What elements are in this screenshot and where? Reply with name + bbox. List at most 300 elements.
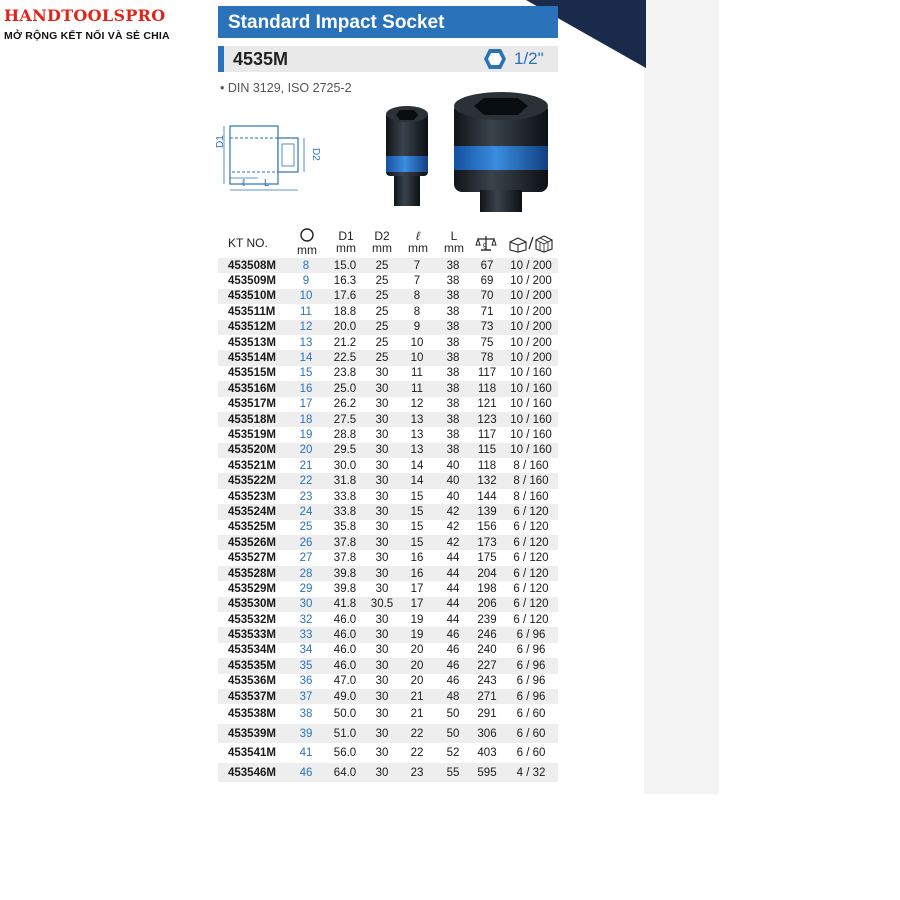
- L-cell: 38: [446, 367, 460, 380]
- size-cell: 14: [299, 352, 313, 365]
- L-cell: 38: [446, 382, 460, 395]
- l1-cell: 16: [410, 552, 424, 565]
- weight-cell: 240: [477, 644, 497, 657]
- weight-cell: 117: [477, 367, 497, 380]
- L-cell: 52: [446, 747, 460, 760]
- l1-cell: 15: [410, 505, 424, 518]
- table-row: [218, 597, 558, 612]
- d1-unit: mm: [336, 241, 356, 255]
- size-cell: 27: [299, 552, 313, 565]
- d1-cell: 35.8: [333, 521, 357, 534]
- table-header: [218, 228, 558, 258]
- d2-cell: 30: [375, 690, 389, 703]
- d1-cell: 15.0: [333, 259, 357, 272]
- d1-cell: 46.0: [333, 644, 357, 657]
- l1-cell: 11: [411, 367, 423, 380]
- kt-no-cell: 453541M: [228, 747, 276, 760]
- pack-cell: 6 / 120: [513, 567, 549, 580]
- table-row: [218, 520, 558, 535]
- l1-cell: 16: [410, 567, 424, 580]
- weight-cell: 291: [477, 708, 497, 721]
- d1-cell: 39.8: [333, 567, 357, 580]
- d2-label: D2: [310, 148, 321, 161]
- kt-no-cell: 453515M: [228, 367, 276, 380]
- l1-cell: 14: [410, 475, 424, 488]
- d1-cell: 33.8: [333, 505, 357, 518]
- d1-cell: 46.0: [333, 629, 357, 642]
- l1-cell: 20: [410, 659, 424, 672]
- size-cell: 28: [299, 567, 313, 580]
- L-cell: 50: [446, 708, 460, 721]
- table-row: [218, 335, 558, 350]
- size-cell: 11: [300, 305, 312, 318]
- d1-cell: 17.6: [333, 290, 357, 303]
- pack-cell: 10 / 200: [510, 275, 552, 288]
- table-row: [218, 566, 558, 581]
- kt-no-cell: 453519M: [228, 428, 276, 441]
- L-cell: 40: [446, 490, 460, 503]
- d2-cell: 30: [375, 459, 389, 472]
- kt-no-cell: 453524M: [228, 505, 276, 518]
- d1-cell: 26.2: [333, 398, 357, 411]
- pack-cell: 6 / 96: [516, 644, 546, 657]
- table-row: [218, 643, 558, 658]
- d1-cell: 27.5: [333, 413, 357, 426]
- weight-cell: 132: [477, 475, 497, 488]
- L-cell: 42: [446, 521, 460, 534]
- d2-cell: 30: [375, 766, 389, 779]
- d2-cell: 25: [375, 305, 389, 318]
- d2-cell: 30: [375, 613, 389, 626]
- l-label: ℓ: [242, 178, 246, 189]
- socket-product-photo: [376, 90, 556, 216]
- l1-cell: 21: [410, 690, 424, 703]
- table-row: [218, 427, 558, 442]
- pack-cell: 6 / 120: [513, 552, 549, 565]
- d1-cell: 30.0: [333, 459, 357, 472]
- weight-cell: 175: [477, 552, 497, 565]
- L-cell: 38: [446, 413, 460, 426]
- kt-no-cell: 453532M: [228, 613, 276, 626]
- size-cell: 15: [299, 367, 313, 380]
- pack-cell: 10 / 160: [510, 367, 552, 380]
- d2-cell: 30: [375, 505, 389, 518]
- pack-cell: 8 / 160: [513, 475, 549, 488]
- pack-cell: 10 / 160: [510, 398, 552, 411]
- d1-cell: 25.0: [333, 382, 357, 395]
- L-cell: 42: [446, 505, 460, 518]
- table-row: [218, 473, 558, 488]
- pack-cell: 6 / 120: [513, 598, 549, 611]
- weight-cell: 206: [477, 598, 497, 611]
- brand-name: HANDTOOLSPRO: [4, 6, 166, 25]
- right-side-panel: [644, 0, 719, 794]
- l1-cell: 10: [410, 352, 424, 365]
- size-cell: 22: [299, 475, 313, 488]
- circle-size-icon: [299, 228, 315, 242]
- brand-block: [4, 6, 170, 42]
- size-cell: 39: [299, 727, 313, 740]
- table-row: [218, 612, 558, 627]
- d1-cell: 29.5: [333, 444, 357, 457]
- kt-no-cell: 453536M: [228, 675, 276, 688]
- size-cell: 32: [299, 613, 313, 626]
- size-cell: 13: [299, 336, 313, 349]
- kt-no-cell: 453538M: [228, 708, 276, 721]
- L-cell: 38: [446, 444, 460, 457]
- d2-cell: 30: [375, 428, 389, 441]
- l1-cell: 20: [410, 675, 424, 688]
- size-cell: 18: [299, 413, 313, 426]
- d2-cell: 30: [375, 582, 389, 595]
- size-cell: 34: [299, 644, 313, 657]
- size-cell: 10: [299, 290, 313, 303]
- table-row: [218, 504, 558, 519]
- weight-cell: 70: [480, 290, 494, 303]
- size-cell: 20: [299, 444, 313, 457]
- pack-cell: 10 / 200: [510, 290, 552, 303]
- d1-cell: 28.8: [333, 428, 357, 441]
- l1-cell: 23: [410, 766, 424, 779]
- l1-cell: 17: [410, 582, 424, 595]
- weight-cell: 123: [477, 413, 497, 426]
- kt-no-cell: 453530M: [228, 598, 276, 611]
- size-cell: 8: [302, 259, 310, 272]
- table-row: [218, 458, 558, 473]
- d1-cell: 37.8: [333, 536, 357, 549]
- kt-no-cell: 453546M: [228, 766, 276, 779]
- pack-cell: 10 / 200: [510, 305, 552, 318]
- l1-cell: 22: [410, 727, 424, 740]
- l1-cell: 14: [410, 459, 424, 472]
- d2-cell: 30: [375, 552, 389, 565]
- table-row: [218, 689, 558, 704]
- pack-cell: 10 / 200: [510, 259, 552, 272]
- weight-cell: 204: [477, 567, 497, 580]
- d2-cell: 25: [375, 336, 389, 349]
- L-cell: 50: [446, 727, 460, 740]
- d2-cell: 30: [375, 382, 389, 395]
- table-row: [218, 381, 558, 396]
- table-row: [218, 704, 558, 724]
- d1-cell: 31.8: [333, 475, 357, 488]
- L-cell: 40: [446, 475, 460, 488]
- weight-cell: 173: [477, 536, 497, 549]
- header-l1: [408, 230, 428, 254]
- drive-size: 1/2": [514, 49, 544, 68]
- L-cell: 38: [446, 305, 460, 318]
- L-cell: 38: [446, 336, 460, 349]
- d2-cell: 25: [375, 259, 389, 272]
- weight-cell: 227: [477, 659, 497, 672]
- L-cell: 46: [446, 644, 460, 657]
- l1-cell: 21: [410, 708, 424, 721]
- L-cell: 38: [446, 275, 460, 288]
- d2-heading: D2: [374, 229, 390, 243]
- kt-no-cell: 453537M: [228, 690, 276, 703]
- d2-cell: 30: [375, 644, 389, 657]
- L-cell: 46: [446, 629, 460, 642]
- header-d2: [372, 230, 392, 254]
- L-label: L: [264, 178, 270, 189]
- socket-table: [218, 258, 558, 782]
- kt-no-cell: 453527M: [228, 552, 276, 565]
- weight-cell: 156: [477, 521, 497, 534]
- l1-cell: 8: [413, 305, 421, 318]
- pack-cell: 6 / 120: [513, 613, 549, 626]
- pack-cell: 6 / 60: [516, 747, 546, 760]
- d2-cell: 30: [375, 675, 389, 688]
- kt-no-cell: 453512M: [228, 321, 276, 334]
- pack-cell: 6 / 60: [516, 727, 546, 740]
- l1-cell: 9: [413, 321, 421, 334]
- weight-cell: 71: [480, 305, 494, 318]
- size-cell: 35: [299, 659, 313, 672]
- d1-heading: D1: [338, 229, 354, 243]
- d2-cell: 30: [375, 367, 389, 380]
- header-kt-no: KT NO.: [228, 236, 268, 250]
- L-cell: 48: [446, 690, 460, 703]
- weight-cell: 121: [477, 398, 497, 411]
- d2-cell: 30: [375, 567, 389, 580]
- page-title: Standard Impact Socket: [228, 12, 445, 33]
- kt-no-cell: 453539M: [228, 727, 276, 740]
- standards-text: DIN 3129, ISO 2725-2: [227, 81, 352, 95]
- table-row: [218, 350, 558, 365]
- kt-no-cell: 453523M: [228, 490, 276, 503]
- L-cell: 44: [446, 582, 460, 595]
- table-row: [218, 489, 558, 504]
- L-cell: 38: [446, 321, 460, 334]
- size-cell: 29: [299, 582, 313, 595]
- kt-no-cell: 453521M: [228, 459, 276, 472]
- kt-no-cell: 453529M: [228, 582, 276, 595]
- table-row: [218, 658, 558, 673]
- d1-cell: 50.0: [333, 708, 357, 721]
- header-size: [297, 228, 317, 256]
- kt-no-cell: 453535M: [228, 659, 276, 672]
- d2-cell: 25: [375, 352, 389, 365]
- weight-cell: 246: [477, 629, 497, 642]
- l1-cell: 7: [413, 275, 421, 288]
- size-cell: 23: [299, 490, 313, 503]
- L-cell: 42: [446, 536, 460, 549]
- pack-cell: 6 / 96: [516, 675, 546, 688]
- size-cell: 25: [299, 521, 313, 534]
- table-row: [218, 724, 558, 744]
- l1-cell: 15: [410, 521, 424, 534]
- pack-cell: 10 / 160: [510, 444, 552, 457]
- l1-cell: 15: [410, 536, 424, 549]
- kt-no-cell: 453518M: [228, 413, 276, 426]
- size-cell: 21: [299, 459, 313, 472]
- L-cell: 38: [446, 290, 460, 303]
- table-row: [218, 763, 558, 783]
- header-d1: [336, 230, 356, 254]
- d1-cell: 21.2: [333, 336, 357, 349]
- l1-cell: 22: [410, 747, 424, 760]
- pack-cell: 10 / 160: [510, 413, 552, 426]
- size-cell: 38: [299, 708, 313, 721]
- L-cell: 44: [446, 567, 460, 580]
- table-row: [218, 397, 558, 412]
- L-cell: 38: [446, 398, 460, 411]
- table-row: [218, 412, 558, 427]
- kt-no-cell: 453510M: [228, 290, 276, 303]
- svg-text:g: g: [483, 242, 487, 249]
- L-unit: mm: [444, 241, 464, 255]
- model-accent: [218, 46, 224, 72]
- table-row: [218, 581, 558, 596]
- table-row: [218, 443, 558, 458]
- l1-heading: ℓ: [416, 229, 420, 243]
- table-row: [218, 258, 558, 273]
- kt-no-cell: 453508M: [228, 259, 276, 272]
- L-cell: 38: [446, 352, 460, 365]
- l1-cell: 13: [410, 444, 424, 457]
- d2-cell: 30: [375, 521, 389, 534]
- d1-cell: 51.0: [333, 727, 357, 740]
- title-bar: [218, 6, 558, 38]
- pack-cell: 6 / 96: [516, 690, 546, 703]
- size-cell: 46: [299, 766, 313, 779]
- kt-no-cell: 453513M: [228, 336, 276, 349]
- table-row: [218, 627, 558, 642]
- weight-cell: 198: [477, 582, 497, 595]
- weight-cell: 271: [477, 690, 497, 703]
- L-cell: 44: [446, 598, 460, 611]
- size-cell: 41: [299, 747, 313, 760]
- small-socket: [386, 106, 428, 206]
- d1-cell: 33.8: [333, 490, 357, 503]
- L-cell: 44: [446, 552, 460, 565]
- weight-cell: 118: [477, 459, 497, 472]
- size-cell: 9: [302, 275, 310, 288]
- size-unit: mm: [297, 243, 317, 257]
- d2-cell: 30: [375, 708, 389, 721]
- d2-cell: 30: [375, 490, 389, 503]
- table-row: [218, 535, 558, 550]
- d2-cell: 30: [375, 536, 389, 549]
- package-icon: [508, 234, 554, 252]
- l1-cell: 17: [410, 598, 424, 611]
- pack-cell: 4 / 32: [516, 766, 546, 779]
- l1-cell: 13: [410, 413, 424, 426]
- scale-icon: [475, 234, 497, 252]
- kt-no-cell: 453533M: [228, 629, 276, 642]
- size-cell: 26: [299, 536, 313, 549]
- pack-cell: 10 / 160: [510, 428, 552, 441]
- d2-cell: 30: [375, 444, 389, 457]
- table-row: [218, 550, 558, 565]
- weight-cell: 139: [477, 505, 497, 518]
- model-bar: [218, 46, 558, 72]
- d1-cell: 47.0: [333, 675, 357, 688]
- l1-cell: 15: [410, 490, 424, 503]
- table-row: [218, 273, 558, 288]
- d1-cell: 41.8: [333, 598, 357, 611]
- L-heading: L: [450, 229, 458, 243]
- size-cell: 16: [299, 382, 313, 395]
- d2-cell: 30: [375, 747, 389, 760]
- size-cell: 17: [299, 398, 313, 411]
- l1-cell: 20: [410, 644, 424, 657]
- d1-cell: 46.0: [333, 613, 357, 626]
- l1-cell: 19: [410, 629, 424, 642]
- kt-no-cell: 453528M: [228, 567, 276, 580]
- kt-no-cell: 453534M: [228, 644, 276, 657]
- d1-cell: 56.0: [333, 747, 357, 760]
- d2-cell: 25: [375, 321, 389, 334]
- pack-cell: 10 / 160: [510, 382, 552, 395]
- size-cell: 30: [299, 598, 313, 611]
- d1-cell: 39.8: [333, 582, 357, 595]
- d1-cell: 20.0: [333, 321, 357, 334]
- kt-no-cell: 453520M: [228, 444, 276, 457]
- d1-cell: 23.8: [333, 367, 357, 380]
- l1-cell: 13: [410, 428, 424, 441]
- weight-cell: 144: [477, 490, 497, 503]
- weight-cell: 403: [477, 747, 497, 760]
- standards-line: • DIN 3129, ISO 2725-2: [220, 81, 352, 95]
- size-cell: 37: [299, 690, 313, 703]
- pack-cell: 6 / 96: [516, 629, 546, 642]
- l1-unit: mm: [408, 241, 428, 255]
- weight-cell: 78: [480, 352, 494, 365]
- kt-no-cell: 453517M: [228, 398, 276, 411]
- d1-cell: 22.5: [333, 352, 357, 365]
- kt-no-cell: 453509M: [228, 275, 276, 288]
- l1-cell: 11: [411, 382, 423, 395]
- table-row: [218, 320, 558, 335]
- d2-cell: 30: [375, 398, 389, 411]
- L-cell: 55: [446, 766, 460, 779]
- table-row: [218, 743, 558, 763]
- d2-cell: 30: [375, 727, 389, 740]
- d2-cell: 30: [375, 475, 389, 488]
- d2-cell: 30: [375, 629, 389, 642]
- l1-cell: 7: [413, 259, 421, 272]
- d1-cell: 49.0: [333, 690, 357, 703]
- table-row: [218, 289, 558, 304]
- l1-cell: 12: [410, 398, 424, 411]
- L-cell: 46: [446, 675, 460, 688]
- weight-cell: 118: [477, 382, 497, 395]
- l1-cell: 10: [410, 336, 424, 349]
- weight-cell: 595: [477, 766, 497, 779]
- pack-cell: 6 / 120: [513, 582, 549, 595]
- model-code: 4535M: [233, 49, 289, 69]
- hexagon-icon: [483, 48, 507, 70]
- table-row: [218, 304, 558, 319]
- L-cell: 44: [446, 613, 460, 626]
- weight-cell: 73: [480, 321, 494, 334]
- l1-cell: 8: [413, 290, 421, 303]
- kt-no-cell: 453522M: [228, 475, 276, 488]
- kt-no-cell: 453525M: [228, 521, 276, 534]
- kt-no-cell: 453511M: [228, 305, 276, 318]
- d2-unit: mm: [372, 241, 392, 255]
- pack-cell: 10 / 200: [510, 336, 552, 349]
- L-cell: 38: [446, 428, 460, 441]
- weight-cell: 67: [480, 259, 494, 272]
- L-cell: 38: [446, 259, 460, 272]
- pack-cell: 6 / 96: [516, 659, 546, 672]
- socket-dimension-diagram: [215, 106, 328, 196]
- d1-cell: 64.0: [333, 766, 357, 779]
- size-cell: 12: [299, 321, 313, 334]
- kt-no-cell: 453526M: [228, 536, 276, 549]
